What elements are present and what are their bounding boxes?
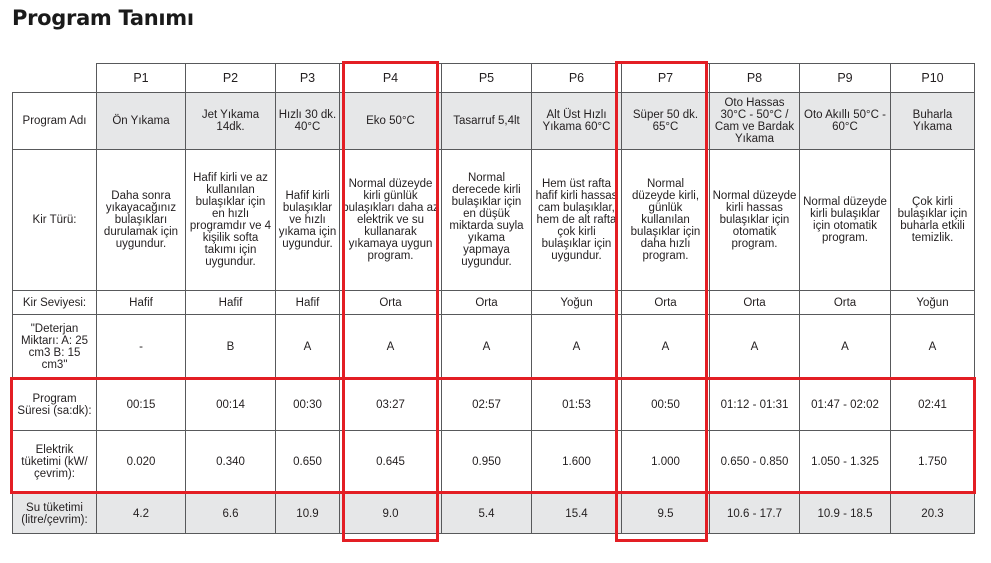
- table-cell: A: [532, 315, 622, 379]
- table-cell: A: [622, 315, 710, 379]
- table-cell: Orta: [340, 291, 442, 315]
- detergent-row: [13, 315, 975, 379]
- table-cell: 1.050 - 1.325: [800, 431, 891, 494]
- table-cell: 0.645: [340, 431, 442, 494]
- row-label: Elektrik tüketimi (kW/çevrim):: [13, 431, 97, 494]
- table-cell: A: [276, 315, 340, 379]
- table-cell: 03:27: [340, 379, 442, 431]
- table-cell: 02:41: [891, 379, 975, 431]
- row-label: "Deterjan Miktarı: A: 25 cm3 B: 15 cm3": [13, 315, 97, 379]
- row-label: Kir Türü:: [13, 150, 97, 291]
- table-cell: Çok kirli bulaşıklar için buharla etkili temizlik.: [891, 150, 975, 291]
- table-cell: Hafif kirli ve az kullanılan bulaşıklar için en hızlı programdır ve 4 kişilik softa takımı için uygundur.: [186, 150, 276, 291]
- table-cell: Normal düzeyde kirli hassas bulaşıklar için otomatik program.: [710, 150, 800, 291]
- table-cell: 01:53: [532, 379, 622, 431]
- table-cell: 1.600: [532, 431, 622, 494]
- table-cell: A: [340, 315, 442, 379]
- program-duration-row: [13, 379, 975, 431]
- table-cell: 10.6 - 17.7: [710, 494, 800, 534]
- table-cell: Normal düzeyde kirli günlük bulaşıkları daha az elektrik ve su kullanarak yıkamaya uygun program.: [340, 150, 442, 291]
- table-cell: A: [710, 315, 800, 379]
- table-cell: 02:57: [442, 379, 532, 431]
- table-cell: 00:50: [622, 379, 710, 431]
- corner-cell: [13, 64, 97, 93]
- table-cell: 00:15: [97, 379, 186, 431]
- table-cell: Hafif kirli bulaşıklar ve hızlı yıkama için uygundur.: [276, 150, 340, 291]
- table-cell: Hem üst rafta hafif kirli hassas cam bulaşıklar, hem de alt rafta çok kirli bulaşıklar için uygundur.: [532, 150, 622, 291]
- table-cell: Hafif: [186, 291, 276, 315]
- table-cell: 10.9: [276, 494, 340, 534]
- table-cell: Oto Hassas 30°C - 50°C / Cam ve Bardak Yıkama: [710, 93, 800, 150]
- table-cell: 10.9 - 18.5: [800, 494, 891, 534]
- soil-level-row: [13, 291, 975, 315]
- table-cell: 00:30: [276, 379, 340, 431]
- program-table: [12, 63, 975, 534]
- table-cell: Normal derecede kirli bulaşıklar için en düşük miktarda suyla yıkama yapmaya uygundur.: [442, 150, 532, 291]
- row-label: Kir Seviyesi:: [13, 291, 97, 315]
- table-cell: Orta: [710, 291, 800, 315]
- row-label: Program Adı: [13, 93, 97, 150]
- table-cell: Hafif: [276, 291, 340, 315]
- column-header: P4: [340, 64, 442, 93]
- column-header: P1: [97, 64, 186, 93]
- table-cell: 01:47 - 02:02: [800, 379, 891, 431]
- table-cell: 4.2: [97, 494, 186, 534]
- table-cell: Daha sonra yıkayacağınız bulaşıkları durulamak için uygundur.: [97, 150, 186, 291]
- column-header: P8: [710, 64, 800, 93]
- table-cell: A: [442, 315, 532, 379]
- table-cell: Buharla Yıkama: [891, 93, 975, 150]
- column-header: P3: [276, 64, 340, 93]
- table-cell: Jet Yıkama 14dk.: [186, 93, 276, 150]
- table-cell: Oto Akıllı 50°C - 60°C: [800, 93, 891, 150]
- table-cell: 0.650 - 0.850: [710, 431, 800, 494]
- table-cell: 0.340: [186, 431, 276, 494]
- table-cell: 0.950: [442, 431, 532, 494]
- table-cell: Tasarruf 5,4lt: [442, 93, 532, 150]
- table-cell: Hızlı 30 dk. 40°C: [276, 93, 340, 150]
- table-cell: 6.6: [186, 494, 276, 534]
- electricity-row: [13, 431, 975, 494]
- table-cell: Ön Yıkama: [97, 93, 186, 150]
- column-header: P6: [532, 64, 622, 93]
- column-header: P2: [186, 64, 276, 93]
- table-cell: Orta: [800, 291, 891, 315]
- table-cell: 00:14: [186, 379, 276, 431]
- program-name-row: [13, 93, 975, 150]
- table-cell: B: [186, 315, 276, 379]
- table-cell: Yoğun: [891, 291, 975, 315]
- table-cell: 1.750: [891, 431, 975, 494]
- column-header: P10: [891, 64, 975, 93]
- table-cell: Hafif: [97, 291, 186, 315]
- table-cell: A: [800, 315, 891, 379]
- table-cell: Süper 50 dk. 65°C: [622, 93, 710, 150]
- table-cell: -: [97, 315, 186, 379]
- table-cell: Yoğun: [532, 291, 622, 315]
- table-cell: 15.4: [532, 494, 622, 534]
- table-cell: Normal düzeyde kirli, günlük kullanılan bulaşıklar için daha hızlı program.: [622, 150, 710, 291]
- header-row: [13, 64, 975, 93]
- row-label: Su tüketimi (litre/çevrim):: [13, 494, 97, 534]
- table-cell: A: [891, 315, 975, 379]
- table-cell: 1.000: [622, 431, 710, 494]
- table-cell: 9.5: [622, 494, 710, 534]
- table-cell: Orta: [442, 291, 532, 315]
- page-title: Program Tanımı: [12, 6, 194, 30]
- table-cell: Alt Üst Hızlı Yıkama 60°C: [532, 93, 622, 150]
- table-cell: Normal düzeyde kirli bulaşıklar için otomatik program.: [800, 150, 891, 291]
- column-header: P5: [442, 64, 532, 93]
- soil-type-row: [13, 150, 975, 291]
- table-cell: 20.3: [891, 494, 975, 534]
- table-cell: Orta: [622, 291, 710, 315]
- water-row: [13, 494, 975, 534]
- row-label: Program Süresi (sa:dk):: [13, 379, 97, 431]
- table-cell: 0.020: [97, 431, 186, 494]
- table-cell: 01:12 - 01:31: [710, 379, 800, 431]
- column-header: P7: [622, 64, 710, 93]
- table-cell: Eko 50°C: [340, 93, 442, 150]
- table-cell: 5.4: [442, 494, 532, 534]
- table-cell: 0.650: [276, 431, 340, 494]
- table-cell: 9.0: [340, 494, 442, 534]
- column-header: P9: [800, 64, 891, 93]
